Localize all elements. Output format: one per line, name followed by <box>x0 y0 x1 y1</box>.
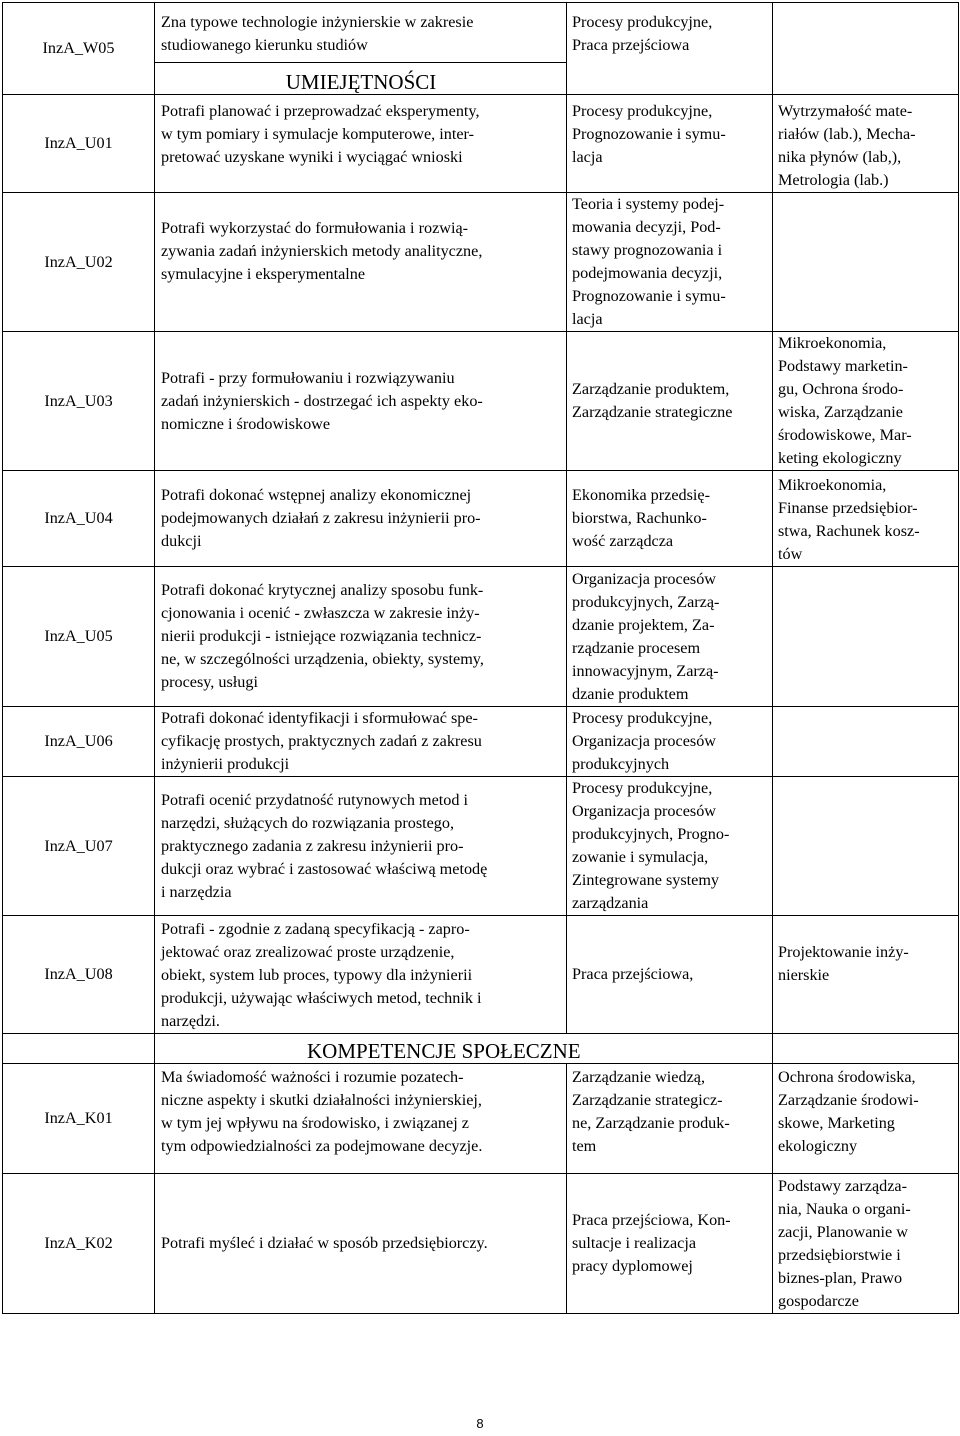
related-courses: Procesy produkcyjne, Organizacja procesów produkcyjnych, Progno- zowanie i symulacja, Zintegrowane systemy zarządzania <box>567 777 773 916</box>
table-row <box>3 1174 959 1314</box>
table-row <box>3 95 959 193</box>
outcome-description: Ma świadomość ważności i rozumie pozatech- niczne aspekty i skutki działalności inżynierskiej, w tym jej wpływu na środowisko, i związanej z tym odpowiedzialności za podejmowane decyzje. <box>155 1064 567 1174</box>
related-subjects <box>773 707 959 777</box>
outcome-code: InzA_U01 <box>3 95 155 193</box>
outcome-description: Potrafi ocenić przydatność rutynowych metod i narzędzi, służących do rozwiązania prostego, praktycznego zadania z zakresu inżynierii pro- dukcji oraz wybrać i zastosować właściwą metodę i narzędzia <box>155 777 567 916</box>
outcome-description: Potrafi myśleć i działać w sposób przedsiębiorczy. <box>155 1174 567 1314</box>
table-row <box>3 707 959 777</box>
table-row <box>3 1064 959 1174</box>
table-row <box>3 777 959 916</box>
page-number: 8 <box>476 1416 484 1431</box>
table-row <box>3 332 959 471</box>
related-subjects <box>773 193 959 332</box>
outcome-code: InzA_W05 <box>3 3 155 95</box>
outcome-description: Potrafi wykorzystać do formułowania i rozwią- zywania zadań inżynierskich metody analityczne, symulacyjne i eksperymentalne <box>155 193 567 332</box>
related-subjects <box>773 777 959 916</box>
related-subjects: Wytrzymałość mate- riałów (lab.), Mecha- nika płynów (lab,), Metrologia (lab.) <box>773 95 959 193</box>
outcome-description: Zna typowe technologie inżynierskie w zakresie studiowanego kierunku studiów <box>155 3 567 63</box>
outcome-code: InzA_U03 <box>3 332 155 471</box>
table-row <box>3 471 959 567</box>
outcome-code: InzA_U02 <box>3 193 155 332</box>
outcome-description: Potrafi dokonać krytycznej analizy sposobu funk- cjonowania i ocenić - zwłaszcza w zakresie inży- nierii produkcji - istniejące rozwiązania technicz- ne, w szczególności urządzenia, obiekty, systemy, procesy, usługi <box>155 567 567 707</box>
related-subjects: Mikroekonomia, Podstawy marketin- gu, Ochrona środo- wiska, Zarządzanie środowiskowe, Mar- keting ekologiczny <box>773 332 959 471</box>
related-subjects <box>773 567 959 707</box>
section-title-skills: UMIEJĘTNOŚCI <box>155 63 567 95</box>
related-courses: Teoria i systemy podej- mowania decyzji, Pod- stawy prognozowania i podejmowania decyzji, Prognozowanie i symu- lacja <box>567 193 773 332</box>
outcome-description: Potrafi planować i przeprowadzać eksperymenty, w tym pomiary i symulacje komputerowe, inter- pretować uzyskane wyniki i wyciągać wnioski <box>155 95 567 193</box>
related-courses: Ekonomika przedsię- biorstwa, Rachunko- wość zarządcza <box>567 471 773 567</box>
related-courses: Zarządzanie produktem, Zarządzanie strategiczne <box>567 332 773 471</box>
related-subjects: Projektowanie inży- nierskie <box>773 916 959 1034</box>
related-subjects: Mikroekonomia, Finanse przedsiębior- stwa, Rachunek kosz- tów <box>773 471 959 567</box>
related-courses: Zarządzanie wiedzą, Zarządzanie strategicz- ne, Zarządzanie produk- tem <box>567 1064 773 1174</box>
outcome-description: Potrafi - zgodnie z zadaną specyfikacją - zapro- jektować oraz zrealizować proste urządzenie, obiekt, system lub proces, typowy dla inżynierii produkcji, używając właściwych metod, technik i narzędzi. <box>155 916 567 1034</box>
learning-outcomes-table <box>2 2 959 1314</box>
outcome-code: InzA_K02 <box>3 1174 155 1314</box>
outcome-description: Potrafi - przy formułowaniu i rozwiązywaniu zadań inżynierskich - dostrzegać ich aspekty eko- nomiczne i środowiskowe <box>155 332 567 471</box>
spacer-cell <box>773 1034 959 1064</box>
related-courses: Procesy produkcyjne, Prognozowanie i symu- lacja <box>567 95 773 193</box>
related-subjects: Podstawy zarządza- nia, Nauka o organi- zacji, Planowanie w przedsiębiorstwie i biznes-plan, Prawo gospodarcze <box>773 1174 959 1314</box>
section-header-row <box>3 1034 959 1064</box>
table-row <box>3 916 959 1034</box>
table-row <box>3 567 959 707</box>
outcome-description: Potrafi dokonać wstępnej analizy ekonomicznej podejmowanych działań z zakresu inżynierii pro- dukcji <box>155 471 567 567</box>
outcome-code: InzA_U05 <box>3 567 155 707</box>
outcome-code: InzA_U04 <box>3 471 155 567</box>
related-courses: Procesy produkcyjne, Organizacja procesów produkcyjnych <box>567 707 773 777</box>
outcome-code: InzA_K01 <box>3 1064 155 1174</box>
outcome-description: Potrafi dokonać identyfikacji i sformułować spe- cyfikację prostych, praktycznych zadań z zakresu inżynierii produkcji <box>155 707 567 777</box>
related-courses: Praca przejściowa, <box>567 916 773 1034</box>
table-row <box>3 193 959 332</box>
related-subjects: Ochrona środowiska, Zarządzanie środowi- skowe, Marketing ekologiczny <box>773 1064 959 1174</box>
outcome-code: InzA_U08 <box>3 916 155 1034</box>
outcome-code: InzA_U07 <box>3 777 155 916</box>
related-courses: Praca przejściowa, Kon- sultacje i realizacja pracy dyplomowej <box>567 1174 773 1314</box>
spacer-cell <box>3 1034 155 1064</box>
outcome-code: InzA_U06 <box>3 707 155 777</box>
table-row <box>3 3 959 63</box>
section-title-competences: KOMPETENCJE SPOŁECZNE <box>155 1034 773 1064</box>
related-courses: Organizacja procesów produkcyjnych, Zarzą- dzanie projektem, Za- rządzanie procesem innowacyjnym, Zarzą- dzanie produktem <box>567 567 773 707</box>
related-subjects <box>773 3 959 95</box>
related-courses: Procesy produkcyjne, Praca przejściowa <box>567 3 773 95</box>
